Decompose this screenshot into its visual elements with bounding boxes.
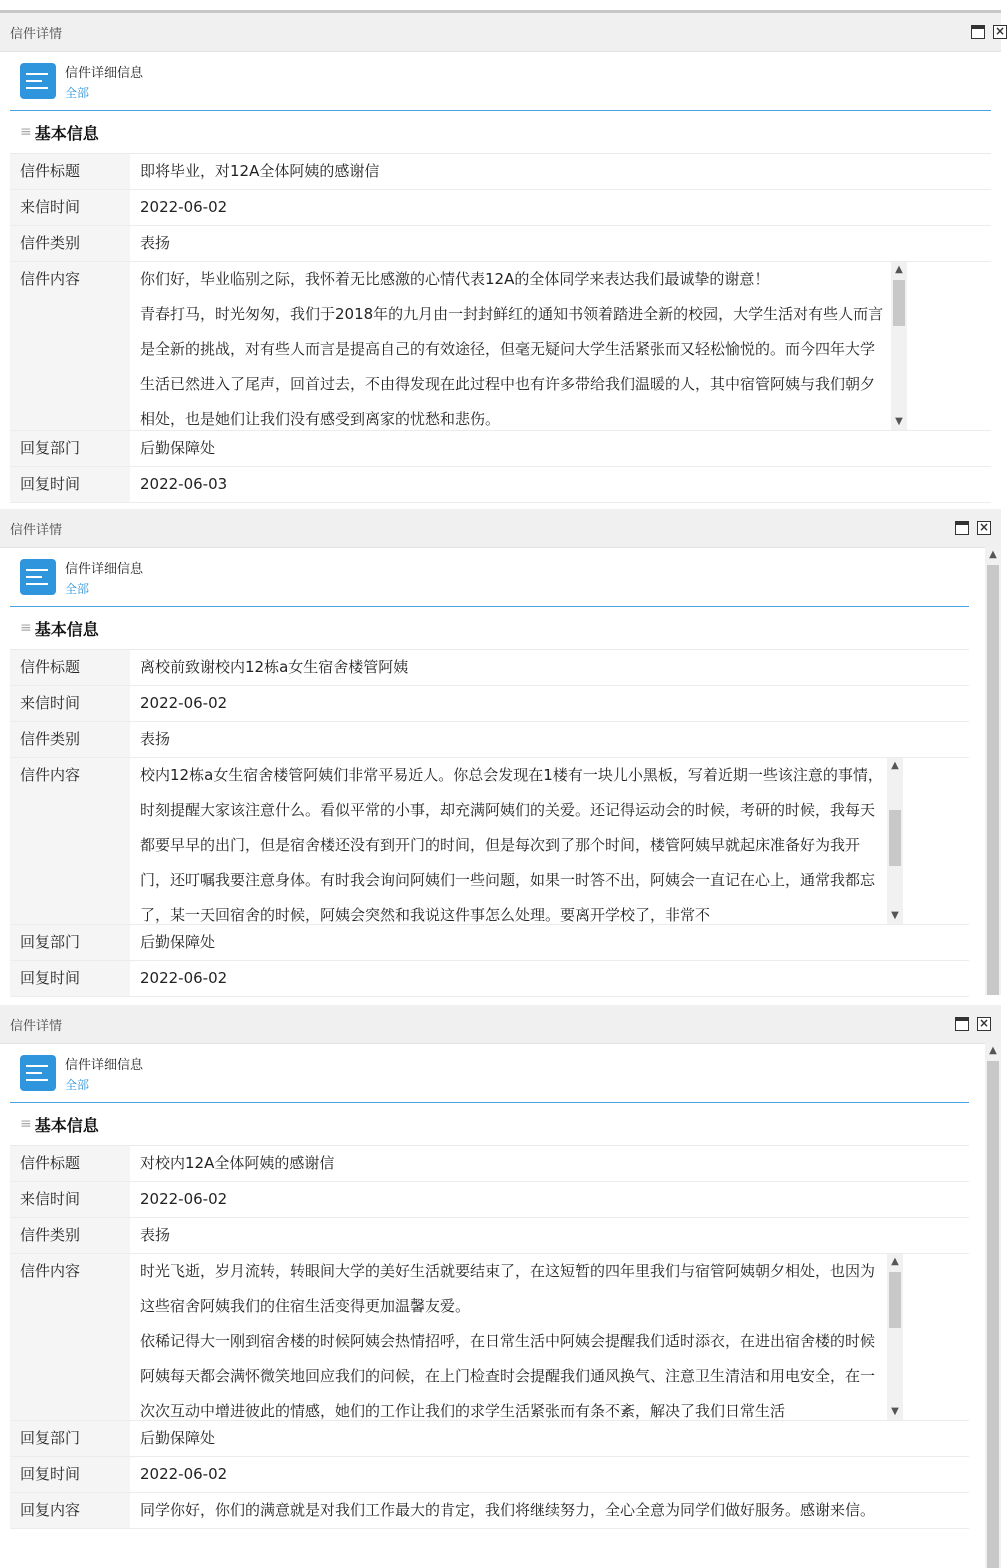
- scroll-thumb[interactable]: [889, 810, 901, 866]
- row-letter-title: [10, 1146, 969, 1182]
- scroll-thumb[interactable]: [987, 565, 999, 995]
- reply-date: 2022-06-03: [140, 475, 228, 493]
- letter-content[interactable]: [130, 1254, 903, 1420]
- row-letter-date: [10, 686, 969, 722]
- label-letter-title: 信件标题: [10, 650, 130, 685]
- panel-header: [0, 1005, 1001, 1044]
- close-icon[interactable]: ×: [978, 520, 990, 534]
- reply-dept: 后勤保障处: [140, 933, 216, 951]
- label-reply-dept: 回复部门: [10, 431, 130, 466]
- scroll-thumb[interactable]: [893, 280, 905, 326]
- label-letter-title: 信件标题: [10, 1146, 130, 1181]
- section-title-text: 基本信息: [34, 619, 99, 639]
- reply-dept: 后勤保障处: [140, 1429, 216, 1447]
- letter-panel-3: [0, 1005, 1001, 1568]
- row-reply-content: [10, 1493, 969, 1529]
- letter-title: 离校前致谢校内12栋a女生宿舍楼管阿姨: [140, 658, 409, 676]
- scroll-up-icon[interactable]: ▲: [989, 549, 997, 560]
- row-letter-date: [10, 1182, 969, 1218]
- letter-panel-2: [0, 509, 1001, 995]
- subheader-tag[interactable]: 全部: [65, 1077, 90, 1092]
- label-category: 信件类别: [10, 1218, 130, 1253]
- panel-scrollbar[interactable]: [985, 547, 1001, 995]
- label-letter-date: 来信时间: [10, 190, 130, 225]
- section-title-text: 基本信息: [34, 123, 99, 143]
- row-content: [10, 262, 991, 431]
- row-reply-date: [10, 961, 969, 997]
- scroll-up-icon[interactable]: ▲: [895, 264, 903, 275]
- letter-subheader: [10, 1044, 969, 1103]
- document-icon: [20, 63, 56, 99]
- letter-content[interactable]: [130, 262, 907, 430]
- letter-subheader: [10, 52, 991, 111]
- label-content: 信件内容: [10, 1254, 130, 1420]
- panel-header: [0, 13, 1006, 52]
- section-title: [10, 607, 969, 650]
- section-title-text: 基本信息: [34, 1115, 99, 1135]
- scroll-thumb[interactable]: [987, 1061, 999, 1568]
- reply-content: 同学你好，你们的满意就是对我们工作最大的肯定，我们将继续努力，全心全意为同学们做好服务。感谢来信。: [140, 1501, 876, 1519]
- scroll-down-icon[interactable]: ▼: [895, 416, 903, 427]
- label-letter-date: 来信时间: [10, 686, 130, 721]
- content-paragraph: 时光飞逝，岁月流转，转眼间大学的美好生活就要结束了，在这短暂的四年里我们与宿管阿姨朝夕相处，也因为这些宿舍阿姨我们的住宿生活变得更加温馨友爱。: [140, 1262, 876, 1315]
- row-letter-date: [10, 190, 991, 226]
- reply-dept: 后勤保障处: [140, 439, 216, 457]
- reply-date: 2022-06-02: [140, 1465, 228, 1483]
- label-content: 信件内容: [10, 758, 130, 924]
- close-icon[interactable]: ×: [978, 1016, 990, 1030]
- row-category: [10, 722, 969, 758]
- subheader-title: 信件详细信息: [65, 1057, 144, 1073]
- letter-date: 2022-06-02: [140, 1190, 228, 1208]
- subheader-tag[interactable]: 全部: [65, 581, 90, 596]
- document-icon: [20, 559, 56, 595]
- panel-header-title: 信件详情: [10, 522, 63, 538]
- row-category: [10, 226, 991, 262]
- scroll-down-icon[interactable]: ▼: [891, 1406, 899, 1417]
- scroll-up-icon[interactable]: ▲: [891, 760, 899, 771]
- label-reply-date: 回复时间: [10, 467, 130, 502]
- maximize-icon[interactable]: [955, 521, 969, 535]
- reply-date: 2022-06-02: [140, 969, 228, 987]
- row-reply-date: [10, 1457, 969, 1493]
- row-letter-title: [10, 650, 969, 686]
- content-scrollbar[interactable]: [891, 262, 907, 430]
- label-reply-dept: 回复部门: [10, 925, 130, 960]
- section-title: [10, 111, 991, 154]
- content-paragraph: 青春打马，时光匆匆，我们于2018年的九月由一封封鲜红的通知书领着踏进全新的校园，大学生活对有些人而言是全新的挑战，对有些人而言是提高自己的有效途径，但毫无疑问大学生活紧张而又轻松愉悦的。而今四年大学生活已然进入了尾声，回首过去，不由得发现在此过程中也有许多带给我们温暖的人，其中宿管阿姨与我们朝夕相处，也是她们让我们没有感受到离家的忧愁和悲伤。: [140, 305, 884, 428]
- letter-panel-1: [0, 10, 1006, 507]
- subheader-title: 信件详细信息: [65, 65, 144, 81]
- label-content: 信件内容: [10, 262, 130, 430]
- letter-category: 表扬: [140, 1226, 171, 1244]
- letter-title: 即将毕业，对12A全体阿姨的感谢信: [140, 162, 380, 180]
- scroll-down-icon[interactable]: ▼: [891, 910, 899, 921]
- scroll-thumb[interactable]: [889, 1272, 901, 1328]
- row-content: [10, 1254, 969, 1421]
- row-reply-date: [10, 467, 991, 503]
- content-paragraph: 校内12栋a女生宿舍楼管阿姨们非常平易近人。你总会发现在1楼有一块儿小黑板，写着近期一些该注意的事情，时刻提醒大家该注意什么。看似平常的小事，却充满阿姨们的关爱。还记得运动会的时候，考研的时候，我每天都要早早的出门，但是宿舍楼还没有到开门的时间，但是每次到了那个时间，楼管阿姨早就起床准备好为我开门，还叮嘱我要注意身体。有时我会询问阿姨们一些问题，如果一时答不出，阿姨会一直记在心上，通常我都忘了，某一天回宿舍的时候，阿姨会突然和我说这件事怎么处理。要离开学校了，非常不: [140, 766, 883, 924]
- list-icon: ≡: [20, 1116, 32, 1132]
- panel-header-title: 信件详情: [10, 1018, 63, 1034]
- label-letter-title: 信件标题: [10, 154, 130, 189]
- label-reply-date: 回复时间: [10, 961, 130, 996]
- subheader-tag[interactable]: 全部: [65, 85, 90, 100]
- panel-header-title: 信件详情: [10, 26, 63, 42]
- section-title: [10, 1103, 969, 1146]
- maximize-icon[interactable]: [955, 1017, 969, 1031]
- close-icon[interactable]: ×: [994, 24, 1006, 38]
- scroll-up-icon[interactable]: ▲: [891, 1256, 899, 1267]
- content-paragraph: 依稀记得大一刚到宿舍楼的时候阿姨会热情招呼，在日常生活中阿姨会提醒我们适时添衣，在进出宿舍楼的时候阿姨每天都会满怀微笑地回应我们的问候，在上门检查时会提醒我们通风换气、注意卫生清洁和用电安全，在一次次互动中增进彼此的情感，她们的工作让我们的求学生活紧张而有条不紊，解决了我们日常生活: [140, 1332, 876, 1420]
- maximize-icon[interactable]: [971, 25, 985, 39]
- panel-header: [0, 509, 1001, 548]
- label-category: 信件类别: [10, 722, 130, 757]
- row-letter-title: [10, 154, 991, 190]
- content-scrollbar[interactable]: [887, 758, 903, 924]
- scroll-up-icon[interactable]: ▲: [989, 1045, 997, 1056]
- letter-date: 2022-06-02: [140, 198, 228, 216]
- label-letter-date: 来信时间: [10, 1182, 130, 1217]
- label-reply-date: 回复时间: [10, 1457, 130, 1492]
- content-paragraph: 你们好，毕业临别之际，我怀着无比感激的心情代表12A的全体同学来表达我们最诚挚的谢意！: [140, 270, 770, 288]
- letter-content[interactable]: [130, 758, 903, 924]
- subheader-title: 信件详细信息: [65, 561, 144, 577]
- content-scrollbar[interactable]: [887, 1254, 903, 1420]
- list-icon: ≡: [20, 620, 32, 636]
- letter-date: 2022-06-02: [140, 694, 228, 712]
- letter-category: 表扬: [140, 730, 171, 748]
- letter-subheader: [10, 548, 969, 607]
- label-reply-content: 回复内容: [10, 1493, 130, 1528]
- row-content: [10, 758, 969, 925]
- panel-scrollbar[interactable]: [985, 1043, 1001, 1568]
- document-icon: [20, 1055, 56, 1091]
- label-category: 信件类别: [10, 226, 130, 261]
- list-icon: ≡: [20, 124, 32, 140]
- letter-category: 表扬: [140, 234, 171, 252]
- letter-title: 对校内12A全体阿姨的感谢信: [140, 1154, 335, 1172]
- row-category: [10, 1218, 969, 1254]
- label-reply-dept: 回复部门: [10, 1421, 130, 1456]
